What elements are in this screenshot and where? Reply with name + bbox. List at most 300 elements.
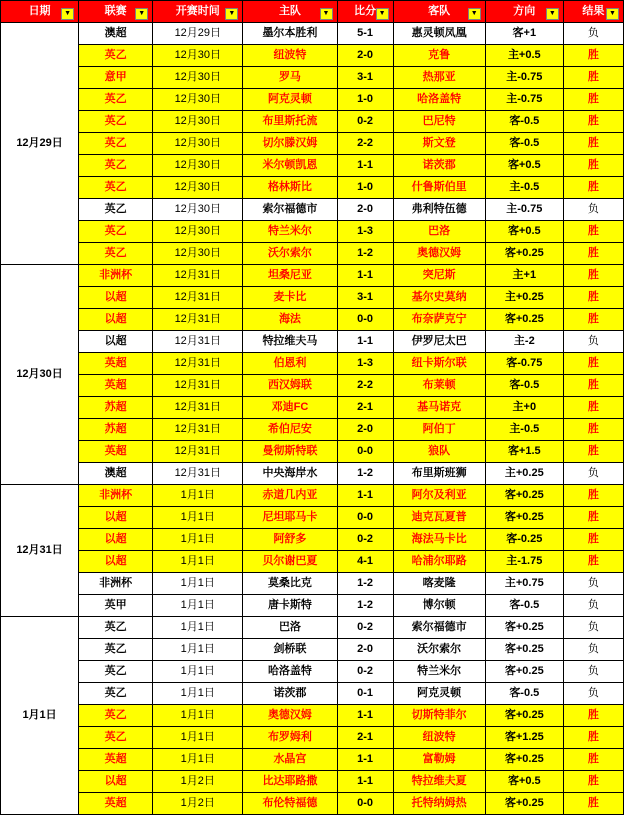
filter-arrow-icon[interactable]: ▼ [546,8,559,20]
cell-kickoff-time: 12月31日 [153,331,243,353]
cell-away-team: 基马诺克 [393,397,485,419]
cell-score: 1-1 [337,749,393,771]
table-row [1,397,624,419]
cell-score: 1-2 [337,243,393,265]
cell-direction: 客+0.25 [485,507,563,529]
cell-kickoff-time: 1月1日 [153,661,243,683]
cell-home-team: 布罗姆利 [243,727,337,749]
cell-result: 胜 [563,177,623,199]
cell-kickoff-time: 12月30日 [153,177,243,199]
cell-away-team: 弗利特伍德 [393,199,485,221]
cell-result: 胜 [563,133,623,155]
cell-score: 0-2 [337,661,393,683]
cell-direction: 客-0.75 [485,353,563,375]
cell-home-team: 布伦特福德 [243,793,337,815]
cell-result: 胜 [563,705,623,727]
cell-away-team: 纽卡斯尔联 [393,353,485,375]
cell-kickoff-time: 12月31日 [153,309,243,331]
date-group-label: 12月29日 [1,23,79,265]
cell-result: 负 [563,23,623,45]
cell-home-team: 中央海岸水 [243,463,337,485]
cell-kickoff-time: 1月1日 [153,617,243,639]
table-row [1,199,624,221]
cell-away-team: 喀麦隆 [393,573,485,595]
cell-league: 澳超 [79,463,153,485]
cell-score: 1-1 [337,485,393,507]
cell-direction: 主-1.75 [485,551,563,573]
cell-away-team: 布莱顿 [393,375,485,397]
cell-league: 英超 [79,441,153,463]
cell-result: 负 [563,463,623,485]
filter-arrow-icon[interactable]: ▼ [61,8,74,20]
cell-kickoff-time: 12月31日 [153,397,243,419]
cell-kickoff-time: 1月1日 [153,639,243,661]
cell-home-team: 水晶宫 [243,749,337,771]
cell-league: 英乙 [79,727,153,749]
cell-result: 负 [563,199,623,221]
column-header-kickoff-time[interactable] [153,1,243,23]
cell-direction: 客+0.25 [485,309,563,331]
cell-away-team: 纽波特 [393,727,485,749]
cell-away-team: 海法马卡比 [393,529,485,551]
cell-home-team: 阿舒多 [243,529,337,551]
cell-result: 胜 [563,771,623,793]
cell-home-team: 希伯尼安 [243,419,337,441]
cell-score: 1-1 [337,155,393,177]
cell-home-team: 哈洛盖特 [243,661,337,683]
cell-direction: 客+0.25 [485,705,563,727]
cell-direction: 客+0.25 [485,749,563,771]
table-row [1,793,624,815]
cell-away-team: 博尔顿 [393,595,485,617]
cell-result: 负 [563,639,623,661]
cell-kickoff-time: 12月29日 [153,23,243,45]
column-header-date-label: 日期 [28,5,51,17]
cell-score: 1-1 [337,265,393,287]
table-row [1,639,624,661]
cell-kickoff-time: 1月1日 [153,749,243,771]
cell-direction: 客-0.5 [485,595,563,617]
cell-league: 苏超 [79,397,153,419]
cell-score: 5-1 [337,23,393,45]
cell-score: 2-0 [337,199,393,221]
cell-kickoff-time: 1月1日 [153,683,243,705]
cell-home-team: 特兰米尔 [243,221,337,243]
cell-league: 英超 [79,793,153,815]
cell-home-team: 特拉维夫马 [243,331,337,353]
column-header-result-label: 结果 [582,5,605,17]
cell-direction: 主-2 [485,331,563,353]
cell-result: 负 [563,331,623,353]
table-row [1,595,624,617]
cell-result: 胜 [563,265,623,287]
cell-direction: 客-0.5 [485,133,563,155]
column-header-home-team-label: 主队 [278,5,301,17]
cell-away-team: 特兰米尔 [393,661,485,683]
cell-away-team: 什鲁斯伯里 [393,177,485,199]
cell-direction: 客+0.25 [485,617,563,639]
column-header-league[interactable] [79,1,153,23]
cell-away-team: 沃尔索尔 [393,639,485,661]
cell-direction: 客-0.25 [485,529,563,551]
cell-score: 0-2 [337,617,393,639]
cell-kickoff-time: 12月30日 [153,89,243,111]
cell-league: 非洲杯 [79,485,153,507]
cell-league: 英乙 [79,133,153,155]
cell-home-team: 莫桑比克 [243,573,337,595]
cell-score: 1-1 [337,331,393,353]
cell-result: 胜 [563,507,623,529]
cell-away-team: 阿尔及利亚 [393,485,485,507]
cell-home-team: 邓迪FC [243,397,337,419]
cell-league: 英超 [79,749,153,771]
cell-league: 英超 [79,353,153,375]
cell-home-team: 沃尔索尔 [243,243,337,265]
cell-league: 英乙 [79,705,153,727]
table-row [1,265,624,287]
cell-result: 胜 [563,441,623,463]
table-row [1,485,624,507]
cell-direction: 客+0.25 [485,639,563,661]
cell-league: 英乙 [79,111,153,133]
cell-league: 英乙 [79,683,153,705]
table-row [1,507,624,529]
cell-league: 苏超 [79,419,153,441]
cell-score: 1-3 [337,353,393,375]
cell-result: 胜 [563,727,623,749]
cell-kickoff-time: 1月1日 [153,551,243,573]
filter-arrow-icon[interactable]: ▼ [225,8,238,20]
cell-result: 胜 [563,419,623,441]
cell-league: 英乙 [79,89,153,111]
cell-score: 0-2 [337,111,393,133]
cell-home-team: 纽波特 [243,45,337,67]
filter-arrow-icon[interactable]: ▼ [606,8,619,20]
date-group-label: 1月1日 [1,617,79,815]
cell-score: 2-2 [337,133,393,155]
cell-result: 胜 [563,749,623,771]
table-row [1,221,624,243]
cell-away-team: 哈洛盖特 [393,89,485,111]
cell-home-team: 坦桑尼亚 [243,265,337,287]
cell-result: 胜 [563,375,623,397]
cell-away-team: 布奈萨克宁 [393,309,485,331]
cell-score: 4-1 [337,551,393,573]
table-row [1,155,624,177]
cell-result: 胜 [563,309,623,331]
table-row [1,331,624,353]
cell-result: 胜 [563,353,623,375]
cell-home-team: 墨尔本胜利 [243,23,337,45]
table-row [1,727,624,749]
cell-league: 英乙 [79,45,153,67]
table-header-row [1,1,624,23]
cell-kickoff-time: 12月30日 [153,199,243,221]
cell-kickoff-time: 12月30日 [153,221,243,243]
cell-kickoff-time: 1月1日 [153,529,243,551]
filter-arrow-icon[interactable]: ▼ [468,8,481,20]
table-row [1,45,624,67]
cell-home-team: 索尔福德市 [243,199,337,221]
table-row [1,89,624,111]
cell-score: 2-0 [337,419,393,441]
cell-league: 以超 [79,771,153,793]
table-row [1,683,624,705]
table-row [1,111,624,133]
cell-home-team: 罗马 [243,67,337,89]
table-row [1,177,624,199]
cell-kickoff-time: 12月30日 [153,111,243,133]
cell-away-team: 突尼斯 [393,265,485,287]
cell-direction: 客-0.5 [485,375,563,397]
cell-result: 胜 [563,243,623,265]
cell-score: 2-1 [337,727,393,749]
column-header-direction[interactable] [485,1,563,23]
cell-league: 英乙 [79,221,153,243]
cell-kickoff-time: 12月31日 [153,265,243,287]
cell-league: 英乙 [79,243,153,265]
table-row [1,617,624,639]
cell-direction: 主+0.75 [485,573,563,595]
cell-away-team: 热那亚 [393,67,485,89]
cell-away-team: 布里斯班狮 [393,463,485,485]
cell-result: 负 [563,573,623,595]
table-row [1,309,624,331]
cell-score: 0-0 [337,441,393,463]
cell-league: 非洲杯 [79,265,153,287]
cell-home-team: 曼彻斯特联 [243,441,337,463]
cell-score: 1-2 [337,573,393,595]
cell-score: 1-1 [337,771,393,793]
cell-home-team: 米尔顿凯恩 [243,155,337,177]
cell-kickoff-time: 1月1日 [153,727,243,749]
table-row [1,375,624,397]
cell-direction: 主-0.75 [485,89,563,111]
cell-away-team: 特拉维夫夏 [393,771,485,793]
cell-home-team: 布里斯托流 [243,111,337,133]
cell-direction: 主-0.5 [485,419,563,441]
cell-league: 以超 [79,309,153,331]
cell-kickoff-time: 12月31日 [153,375,243,397]
cell-away-team: 阿伯丁 [393,419,485,441]
table-row [1,661,624,683]
cell-league: 英乙 [79,617,153,639]
cell-away-team: 奥德汉姆 [393,243,485,265]
cell-away-team: 惠灵顿凤凰 [393,23,485,45]
filter-arrow-icon[interactable]: ▼ [376,8,389,20]
cell-result: 胜 [563,89,623,111]
cell-direction: 客+0.25 [485,243,563,265]
date-group-label: 12月31日 [1,485,79,617]
cell-home-team: 贝尔谢巴夏 [243,551,337,573]
cell-league: 澳超 [79,23,153,45]
cell-league: 英乙 [79,177,153,199]
table-row [1,573,624,595]
cell-direction: 客+0.5 [485,221,563,243]
cell-direction: 客+0.5 [485,155,563,177]
cell-home-team: 海法 [243,309,337,331]
cell-kickoff-time: 12月31日 [153,353,243,375]
cell-league: 意甲 [79,67,153,89]
column-header-date[interactable] [1,1,79,23]
cell-direction: 客+0.5 [485,771,563,793]
cell-direction: 客+0.25 [485,485,563,507]
cell-league: 英乙 [79,199,153,221]
cell-score: 0-1 [337,683,393,705]
cell-home-team: 奥德汉姆 [243,705,337,727]
table-body [1,23,624,815]
cell-kickoff-time: 12月30日 [153,45,243,67]
cell-result: 胜 [563,551,623,573]
cell-kickoff-time: 12月30日 [153,67,243,89]
cell-kickoff-time: 12月30日 [153,155,243,177]
cell-kickoff-time: 12月30日 [153,133,243,155]
cell-league: 英超 [79,375,153,397]
cell-home-team: 阿克灵顿 [243,89,337,111]
cell-home-team: 格林斯比 [243,177,337,199]
cell-home-team: 剑桥联 [243,639,337,661]
column-header-score-label: 比分 [354,5,377,17]
table-row [1,419,624,441]
cell-home-team: 唐卡斯特 [243,595,337,617]
cell-score: 3-1 [337,287,393,309]
cell-league: 以超 [79,551,153,573]
column-header-score[interactable] [337,1,393,23]
cell-away-team: 富勒姆 [393,749,485,771]
cell-away-team: 巴尼特 [393,111,485,133]
cell-away-team: 克鲁 [393,45,485,67]
cell-league: 英甲 [79,595,153,617]
column-header-direction-label: 方向 [513,5,536,17]
cell-score: 1-0 [337,89,393,111]
cell-direction: 客+0.25 [485,661,563,683]
column-header-home-team[interactable] [243,1,337,23]
cell-league: 以超 [79,287,153,309]
cell-result: 胜 [563,67,623,89]
column-header-away-team-label: 客队 [428,5,451,17]
table-row [1,705,624,727]
table-row [1,529,624,551]
cell-home-team: 巴洛 [243,617,337,639]
cell-league: 非洲杯 [79,573,153,595]
cell-home-team: 切尔滕汉姆 [243,133,337,155]
cell-score: 2-1 [337,397,393,419]
cell-kickoff-time: 1月1日 [153,507,243,529]
table-row [1,133,624,155]
cell-result: 胜 [563,221,623,243]
cell-score: 1-2 [337,463,393,485]
cell-league: 英乙 [79,155,153,177]
cell-away-team: 阿克灵顿 [393,683,485,705]
cell-away-team: 巴洛 [393,221,485,243]
cell-home-team: 尼坦耶马卡 [243,507,337,529]
cell-away-team: 伊罗尼太巴 [393,331,485,353]
table-row [1,243,624,265]
cell-result: 负 [563,595,623,617]
cell-direction: 客-0.5 [485,683,563,705]
cell-league: 英乙 [79,639,153,661]
cell-result: 负 [563,661,623,683]
column-header-kickoff-time-label: 开赛时间 [175,5,220,17]
cell-result: 胜 [563,287,623,309]
cell-kickoff-time: 12月30日 [153,243,243,265]
cell-kickoff-time: 1月2日 [153,771,243,793]
cell-league: 以超 [79,331,153,353]
cell-home-team: 伯恩利 [243,353,337,375]
date-group-label: 12月30日 [1,265,79,485]
cell-away-team: 迪克瓦夏普 [393,507,485,529]
cell-result: 胜 [563,485,623,507]
table-row [1,287,624,309]
cell-league: 以超 [79,529,153,551]
cell-home-team: 西汉姆联 [243,375,337,397]
cell-home-team: 麦卡比 [243,287,337,309]
cell-kickoff-time: 12月31日 [153,463,243,485]
cell-away-team: 托特纳姆热 [393,793,485,815]
cell-league: 以超 [79,507,153,529]
column-header-away-team[interactable] [393,1,485,23]
cell-direction: 主+0 [485,397,563,419]
cell-home-team: 诺茨郡 [243,683,337,705]
cell-score: 0-0 [337,793,393,815]
cell-result: 胜 [563,155,623,177]
cell-score: 2-0 [337,639,393,661]
cell-direction: 主-0.75 [485,199,563,221]
filter-arrow-icon[interactable]: ▼ [320,8,333,20]
cell-away-team: 基尔史莫纳 [393,287,485,309]
cell-away-team: 狼队 [393,441,485,463]
cell-kickoff-time: 12月31日 [153,287,243,309]
cell-direction: 客+1 [485,23,563,45]
cell-score: 0-2 [337,529,393,551]
cell-result: 负 [563,617,623,639]
cell-kickoff-time: 12月31日 [153,419,243,441]
cell-kickoff-time: 1月2日 [153,793,243,815]
cell-direction: 主-0.5 [485,177,563,199]
cell-result: 胜 [563,529,623,551]
cell-home-team: 赤道几内亚 [243,485,337,507]
cell-direction: 客+1.5 [485,441,563,463]
cell-score: 1-2 [337,595,393,617]
cell-kickoff-time: 12月31日 [153,441,243,463]
cell-score: 1-0 [337,177,393,199]
cell-score: 2-2 [337,375,393,397]
table-row [1,441,624,463]
cell-direction: 主+0.5 [485,45,563,67]
cell-kickoff-time: 1月1日 [153,485,243,507]
cell-result: 胜 [563,111,623,133]
table-row [1,551,624,573]
table-row [1,463,624,485]
cell-kickoff-time: 1月1日 [153,573,243,595]
column-header-result[interactable] [563,1,623,23]
cell-away-team: 索尔福德市 [393,617,485,639]
cell-result: 负 [563,683,623,705]
cell-kickoff-time: 1月1日 [153,705,243,727]
cell-away-team: 斯文登 [393,133,485,155]
cell-score: 1-1 [337,705,393,727]
filter-arrow-icon[interactable]: ▼ [135,8,148,20]
cell-result: 胜 [563,397,623,419]
cell-direction: 主-0.75 [485,67,563,89]
cell-away-team: 诺茨郡 [393,155,485,177]
cell-direction: 客+0.25 [485,793,563,815]
column-header-league-label: 联赛 [104,5,127,17]
cell-score: 0-0 [337,507,393,529]
cell-direction: 主+0.25 [485,463,563,485]
cell-score: 0-0 [337,309,393,331]
table-row [1,749,624,771]
